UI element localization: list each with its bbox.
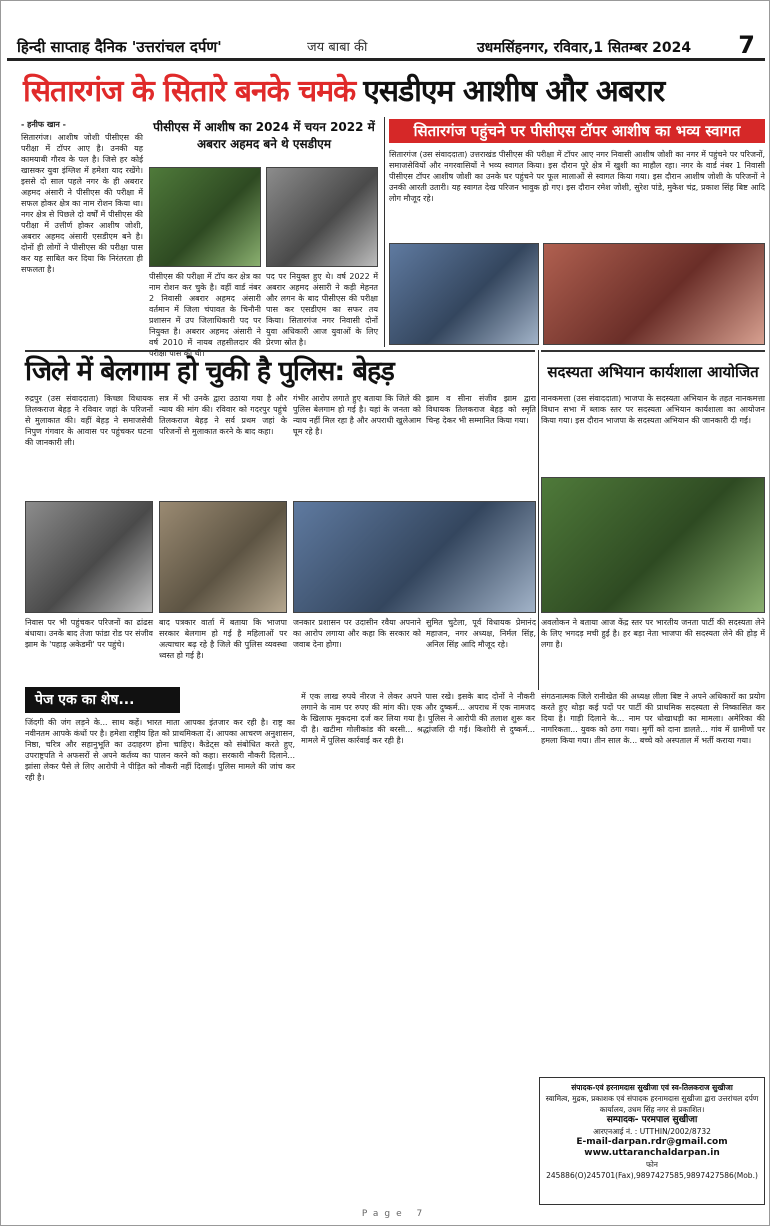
membership-photo <box>541 477 765 613</box>
abrar-photo <box>266 167 378 267</box>
police-text-1: रुद्रपुर (उस संवाददाता) किच्छा विधायक तिलकराज बेहड़ ने रविवार जहां के परिजनों से मुलाकात की। वहीं बेहड़ ने समाजसेवी निपुण गंगवार के आवास पर पहुंचकर घटना की जानकारी ली। <box>25 394 153 447</box>
lead-story-col1 <box>21 119 143 347</box>
paper-name: हिन्दी साप्ताह दैनिक 'उत्तरांचल दर्पण' <box>17 38 222 56</box>
masthead-slogan: जय बाबा की <box>307 40 368 55</box>
page-number: 7 <box>738 31 755 59</box>
welcome-photo-left <box>389 243 539 345</box>
imprint-publisher: संपादक-एवं हरनामदास सुखीजा एवं स्व-तिलकराज सुखीजा <box>571 1083 733 1092</box>
police-text-3: गंभीर आरोप लगाते हुए बताया कि जिले की पुलिस बेलगाम हो गई है। यहां के जनता को न्याय नहीं मिल रहा है और अपराधी खुलेआम घूम रहे है। <box>293 394 421 436</box>
police-photo-1 <box>25 501 153 613</box>
column-divider <box>384 117 385 347</box>
welcome-text: सितारगंज (उस संवाददाता) उत्तराखंड पीसीएस की परीक्षा में टॉपर आए नगर निवासी आशीष जोशी का नगर में पहुंचने पर परिजनों, समाजसेवियों और नगरवासियों ने भव्य स्वागत किया। इस दौरान पूरे क्षेत्र में खुशी का माहौल रहा। नगर के वार्ड नंबर 1 निवासी पीसीएस टॉपर आशीष जोशी का उनके घर पहुंचने पर फूल मालाओं से स्वागत किया गया। इस दौरान आशीष जोशी के परिजनों ने उनकी आरती उतारी। यह स्वागत देख परिजन भावुक हो गए। इस दौरान रमेश जोशी, सुरेश पांडे, मुकेश चंद्र, प्रकाश सिंह बिष्ट आदि लोग मौजूद रहे। <box>389 150 765 203</box>
membership-text-2: अवलोकन ने बताया आज केंद्र स्तर पर भारतीय जनता पार्टी की सदस्यता लेने के लिए भगदड़ मची हुई है। हर बड़ा नेता भाजपा की सदस्यता लेने की होड़ में लगा है। <box>541 618 765 649</box>
imprint-owner-note: स्वामित्व, मुद्रक, प्रकाशक एवं संपादक हरनामदास सुखीजा द्वारा उत्तरांचल दर्पण कार्यालय, उधम सिंह नगर से प्रकाशित। <box>545 1094 759 1114</box>
police-text-6: बाद पत्रकार वार्ता में बताया कि भाजपा सरकार बेलगाम हो गई है महिलाओं पर अत्याचार बढ़ रहे है जिले की पुलिस व्यवस्था ध्वस्त हो गई है। <box>159 618 287 660</box>
lead-headline <box>23 67 765 111</box>
membership-text-1: नानकमत्ता (उस संवाददाता) भाजपा के सदस्यता अभियान के तहत नानकमत्ता विधान सभा में ब्लाक स्तर पर सदस्यता अभियान कार्यशाला का आयोजन किया गया। इस दौरान भाजपा के सदस्यता अभियान की जानकारी दी गई। <box>541 394 765 425</box>
ashish-photo <box>149 167 261 267</box>
police-text-4: झाम व सीना संजीव झाम द्वारा विधायक तिलकराज बेहड़ को स्मृति चिन्ह देकर भी सम्मानित किया गया। <box>426 394 536 425</box>
police-headline: जिले में बेलगाम हो चुकी है पुलिस: बेहड़ <box>25 350 535 390</box>
police-text-2: सत्र में भी उनके द्वारा उठाया गया है और न्याय की मांग की। रविवार को गदरपुर पहुंचे तिलकराज बेहड़ ने सर्व प्रथम जहां के परिजनों से मुलाकात करने के बाद कहा। <box>159 394 287 436</box>
continued-text-right: संगठनात्मक जिले रानीखेत की अध्यक्ष लीला बिष्ट ने अपने अधिकारों का प्रयोग करते हुए थोड़ा कई पदों पर पार्टी की प्राथमिक सदस्यता से निष्कासित कर दिया है। गाड़ी दिलाने के... नाम पर धोखाधड़ी का मामला। अमेरिका की नागरिकता... युवक को ठगा गया। मुर्गी को दाना डालते... गांव में ग्रामीणों पर हमला किया गया। तीन साल के... बच्चे को अस्पताल में भर्ती कराया गया। <box>541 692 765 745</box>
page-one-continued-banner: पेज एक का शेष... <box>25 687 180 713</box>
imprint-editor: सम्पादक- परमपाल सुखीजा <box>606 1115 698 1125</box>
continued-text-left: जिंदगी की जंग लड़ने के... साथ कहें। भारत माता आपका इंतजार कर रही है। राष्ट्र का नवीनतम आपके कंधों पर है। हमेशा राष्ट्रीय हित को प्राथमिकता दें। आपका आचरण अनुशासन, निष्ठा, चरित्र और सहानुभूति का उदाहरण होना चाहिए। कैडेट्स को संबोधित करते हुए, उपराष्ट्रपति ने अफसरों से अपने कर्तव्य का पालन करने को कहा। सरकारी नौकरी दिलाने... झांसा लेकर पैसे ले लिए आरोपी ने पीड़ित को नौकरी नहीं दिलाई। पुलिस मामले की जांच कर रही है। <box>25 718 295 782</box>
police-text-5: निवास पर भी पहुंचकर परिजनों का ढांढस बंधाया। उनके बाद तेजा फांडा रोड पर संजीव झाम के 'पहाड़ अकेडमी' पर पहुंचे। <box>25 618 153 649</box>
print-line-box <box>539 1077 765 1205</box>
imprint-email: E-mail-darpan.rdr@gmail.com www.uttaranchaldarpan.in <box>576 1137 728 1158</box>
continued-text-middle: में एक लाख रुपये नीरज ने लेकर अपने पास रखे। इसके बाद दोनों ने नौकरी लगाने के नाम पर रुपए की मांग की। एक और दुष्कर्म... अपराध में एक नामजद के खिलाफ मुकदमा दर्ज कर लिया गया है। पुलिस ने आरोपी की तलाश शुरू कर दी है। खटीमा गोलीकांड की बरसी... श्रद्धांजलि दी गई। किशोरी से दुष्कर्म... मामले में पुलिस कार्रवाई कर रही है। <box>301 692 535 745</box>
page-footer: Page 7 <box>361 1209 429 1219</box>
lead-headline-red: सितारगंज के सितारे बनके चमके <box>23 73 356 109</box>
lead-headline-black: एसडीएम आशीष और अबरार <box>363 73 665 109</box>
welcome-subheadline: सितारगंज पहुंचने पर पीसीएस टॉपर आशीष का भव्य स्वागत <box>389 119 765 143</box>
police-text-8: सुमित चुटेला, पूर्व विधायक प्रेमानंद महाजन, नगर अध्यक्ष, निर्मल सिंह, अनिल सिंह आदि मौजूद रहे। <box>426 618 536 649</box>
masthead <box>7 9 765 61</box>
police-photo-2 <box>159 501 287 613</box>
membership-headline: सदस्यता अभियान कार्यशाला आयोजित <box>541 350 765 390</box>
column-divider <box>538 350 539 690</box>
lead-text-colB: पद पर नियुक्त हुए थे। वर्ष 2022 में अबरार अहमद अंसारी ने कड़ी मेहनत और लगन के बाद पीसीएस की परीक्षा पास कर एसडीएम का सफर तय किया। सितारगंज नगर निवासी दोनों युवा अधिकारी आज युवाओं के लिए प्रेरणा स्रोत है। <box>266 272 378 347</box>
lead-text-colA: पीसीएस की परीक्षा में टॉप कर क्षेत्र का नाम रोशन कर चुके है। वहीं वार्ड नंबर 2 निवासी अबरार अहमद अंसारी वर्तमान में जिला चंपावत के चिनौनी प्रशासन में उप जिलाधिकारी पद पर नियुक्त है। अबरार अहमद अंसारी ने वर्ष 2010 में नायब तहसीलदार की परीक्षा पास की थी। <box>149 272 261 358</box>
police-photo-3 <box>293 501 536 613</box>
lead-text-col1: सितारगंज। आशीष जोशी पीसीएस की परीक्षा में टॉपर आए है। उनकी यह कामयाबी गौरव के पल है। जिसे हर कोई खासकर युवा इंग्लिश में हमेशा याद रखेंगे। इससे दो साल पहले नगर के ही अबरार अहमद अंसारी ने पीसीएस की परीक्षा में सफल होकर क्षेत्र का नाम रोशन किया था। नगर क्षेत्र से पिछले दो वर्षों में पीसीएस की परीक्षा में उत्तीर्ण होकर आशीष जोशी, अबरार अहमद अंसारी एसडीएम बने है। दोनों ही लोगों ने पीसीएस की परीक्षा पास कर यह साबित कर दिया कि निरंतरता ही सफलता है। <box>21 133 143 274</box>
imprint-phone: फोन 245886(O)245701(Fax),9897427585,9897427586(Mob.) <box>546 1160 758 1180</box>
lead-subheadline: पीसीएस में आशीष का 2024 में चयन 2022 में अबरार अहमद बने थे एसडीएम <box>153 120 375 151</box>
welcome-photo-right <box>543 243 765 345</box>
dateline: उधमसिंहनगर, रविवार,1 सितम्बर 2024 <box>477 40 692 56</box>
imprint-rni: आरएनआई नं. : UTTHIN/2002/8732 <box>593 1127 711 1136</box>
police-text-7: जनकार प्रशासन पर उदासीन रवैया अपनाने का आरोप लगाया और कहा कि सरकार को जवाब देना होगा। <box>293 618 421 649</box>
byline: - हनीफ खान - <box>21 120 66 129</box>
